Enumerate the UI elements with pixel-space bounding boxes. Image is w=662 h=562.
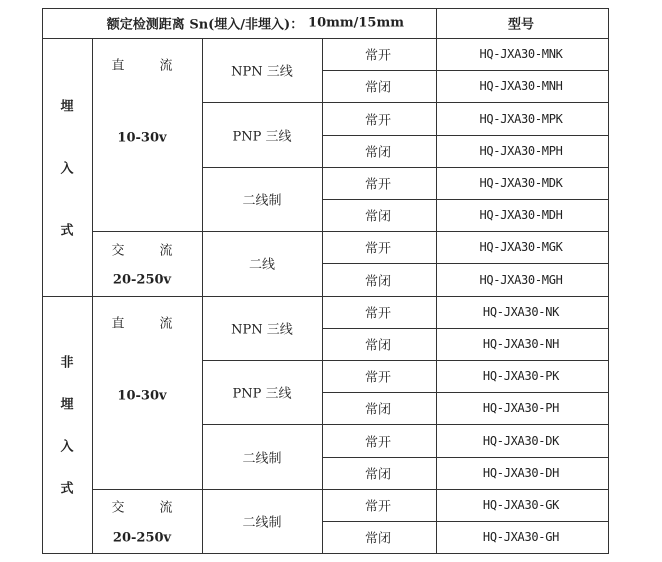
table-left-border <box>42 8 43 553</box>
switch-state-cell: 常闭 <box>364 80 392 96</box>
wiring-type-cell: PNP 三线 <box>232 386 292 402</box>
mount-type-char: 非 <box>60 355 74 371</box>
model-number-cell: HQ-JXA30-PH <box>482 401 560 416</box>
switch-state-cell: 常闭 <box>364 467 392 483</box>
wiring-divider <box>202 167 608 168</box>
table-right-border <box>608 8 609 553</box>
model-column-header: 型号 <box>507 17 535 33</box>
switch-state-cell: 常闭 <box>364 402 392 418</box>
row-divider <box>322 392 608 393</box>
section-divider <box>42 296 608 297</box>
wiring-divider <box>202 102 608 103</box>
voltage-range: 20-250v <box>112 530 172 546</box>
row-divider <box>322 457 608 458</box>
row-divider <box>322 135 608 136</box>
table-bottom-border <box>42 553 609 554</box>
model-number-cell: HQ-JXA30-GH <box>482 530 560 545</box>
model-number-cell: HQ-JXA30-MGK <box>479 240 563 255</box>
row-divider <box>322 521 608 522</box>
model-number-cell: HQ-JXA30-MDK <box>479 175 563 190</box>
switch-state-cell: 常闭 <box>364 274 392 289</box>
mount-type-char: 埋 <box>60 99 74 115</box>
model-number-cell: HQ-JXA30-MDH <box>479 208 563 223</box>
switch-state-cell: 常开 <box>364 306 392 322</box>
spec-label: 额定检测距离 Sn(埋入/非埋入)： <box>106 17 304 33</box>
switch-state-cell: 常闭 <box>364 209 392 225</box>
row-divider <box>322 199 608 200</box>
switch-state-cell: 常开 <box>364 177 392 193</box>
supply-column-border <box>202 38 203 553</box>
switch-state-cell: 常开 <box>364 113 392 128</box>
wiring-type-cell: PNP 三线 <box>232 129 292 145</box>
model-number-cell: HQ-JXA30-NH <box>482 336 560 351</box>
row-divider <box>322 328 608 329</box>
mount-type-char: 式 <box>60 481 74 497</box>
mount-column-border <box>92 38 93 553</box>
model-number-cell: HQ-JXA30-GK <box>482 497 560 512</box>
switch-state-cell: 常开 <box>364 48 392 64</box>
model-number-cell: HQ-JXA30-DH <box>482 465 560 480</box>
wiring-divider <box>202 360 608 361</box>
supply-type-char: 流 <box>159 500 173 516</box>
model-number-cell: HQ-JXA30-DK <box>482 433 560 448</box>
supply-type-char: 直 <box>111 58 125 74</box>
wiring-type-cell: 二线制 <box>242 451 282 467</box>
supply-type-char: 流 <box>159 243 173 259</box>
supply-type-char: 交 <box>111 243 125 259</box>
model-number-cell: HQ-JXA30-MNK <box>479 47 563 62</box>
switch-state-cell: 常开 <box>364 499 392 515</box>
row-divider <box>322 263 608 264</box>
wiring-column-border <box>322 38 323 553</box>
supply-type-char: 直 <box>111 316 125 332</box>
voltage-range: 20-250v <box>112 272 172 288</box>
supply-type-char: 流 <box>159 58 173 74</box>
switch-state-cell: 常开 <box>364 370 392 386</box>
switch-state-cell: 常开 <box>364 241 392 257</box>
model-number-cell: HQ-JXA30-MGH <box>479 272 563 287</box>
mount-type-char: 入 <box>60 439 74 455</box>
switch-state-cell: 常开 <box>364 435 392 450</box>
supply-type-char: 交 <box>111 500 125 516</box>
header-bottom-border <box>42 38 609 39</box>
group-divider <box>92 489 608 490</box>
wiring-type-cell: 二线 <box>248 257 276 273</box>
switch-state-cell: 常闭 <box>364 145 392 161</box>
row-divider <box>322 70 608 71</box>
wiring-type-cell: NPN 三线 <box>231 322 293 338</box>
wiring-type-cell: 二线制 <box>242 193 282 209</box>
model-number-cell: HQ-JXA30-NK <box>482 304 560 319</box>
switch-state-cell: 常闭 <box>364 531 392 547</box>
model-number-cell: HQ-JXA30-MPH <box>479 143 563 158</box>
wiring-type-cell: NPN 三线 <box>231 64 293 80</box>
voltage-range: 10-30v <box>117 388 167 404</box>
model-column-border <box>436 8 437 553</box>
wiring-divider <box>202 424 608 425</box>
spec-value: 10mm/15mm <box>308 15 404 31</box>
wiring-type-cell: 二线制 <box>242 515 282 531</box>
model-number-cell: HQ-JXA30-MNH <box>479 79 563 94</box>
group-divider <box>92 231 608 232</box>
table-top-border <box>42 8 609 9</box>
mount-type-char: 入 <box>60 161 74 177</box>
switch-state-cell: 常闭 <box>364 338 392 354</box>
mount-type-char: 埋 <box>60 397 74 413</box>
mount-type-char: 式 <box>60 223 74 239</box>
supply-type-char: 流 <box>159 316 173 332</box>
voltage-range: 10-30v <box>117 130 167 146</box>
model-number-cell: HQ-JXA30-PK <box>482 369 560 384</box>
model-number-cell: HQ-JXA30-MPK <box>479 111 563 126</box>
